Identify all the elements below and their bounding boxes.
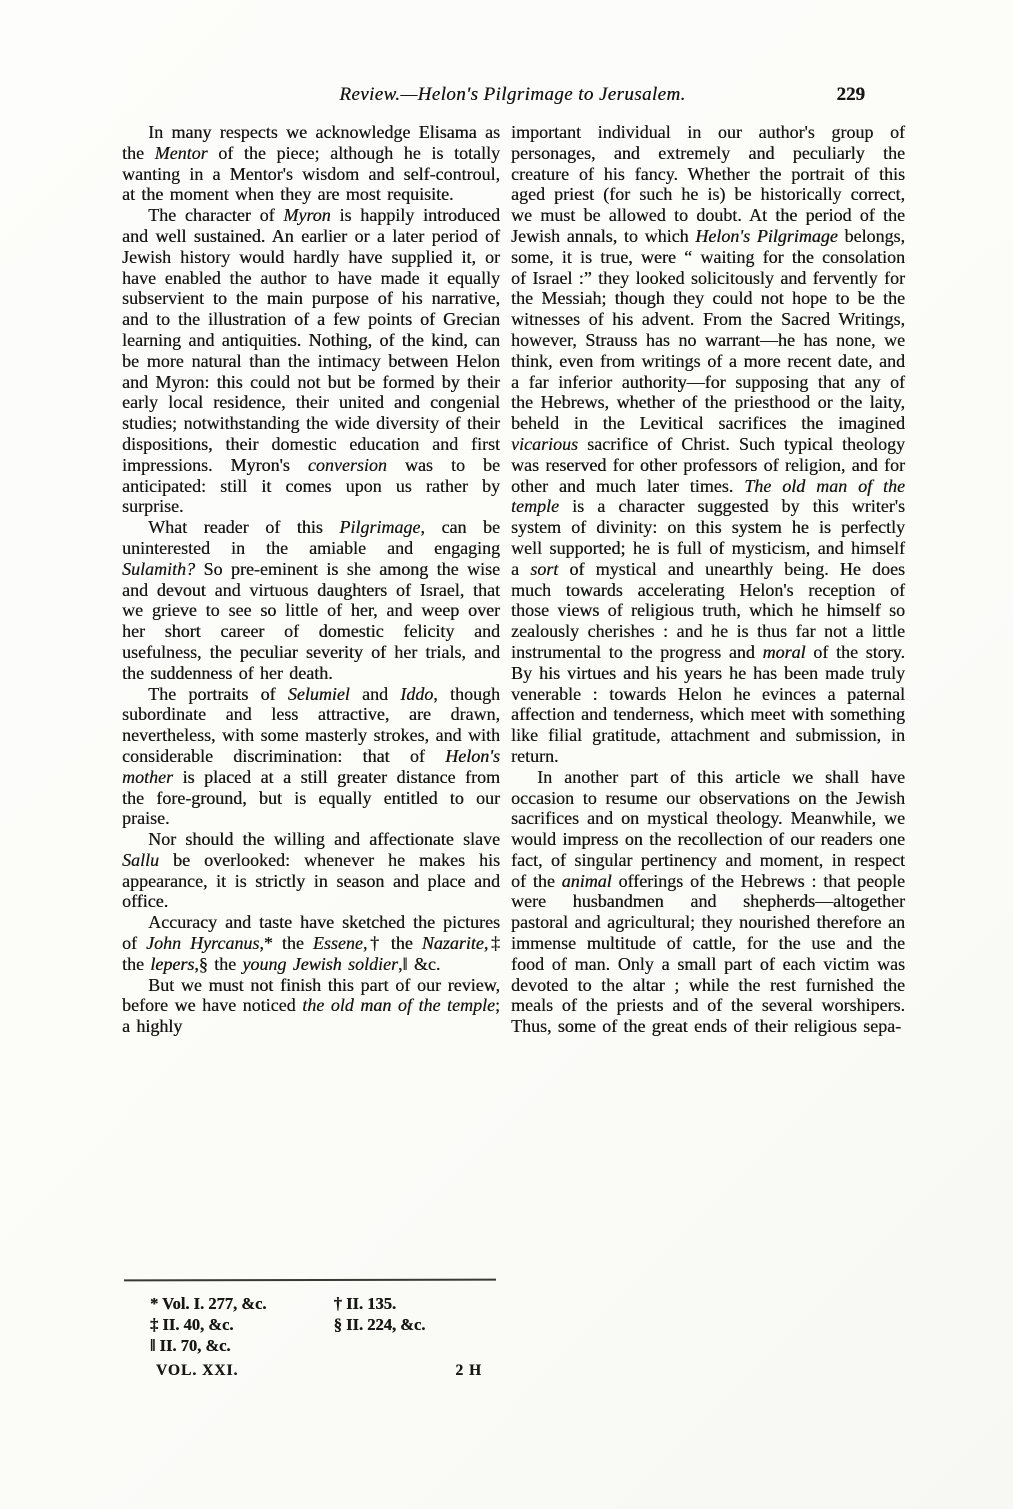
text-run: In many respects we acknowledge Elisama as the: [122, 122, 500, 163]
text-run: of mystical and unearthly being. He does much towards accelerating Helon's reception of those views of religious truth, which he himself so zealously cherishes : and he is thus far not a little instrumental to the progress and: [511, 558, 905, 662]
italic-text-run: Essene: [312, 933, 363, 954]
italic-text-run: lepers: [150, 953, 195, 974]
paragraph: [122, 829, 500, 912]
italic-text-run: vicarious: [511, 433, 578, 454]
text-run: important individual in our author's group of personages, and extremely and peculiarly the creature of his fancy. Whether the portrait of this aged priest (for such he is) be historically correct, we must be allowed to doubt. At the period of the Jewish annals, to which: [511, 122, 905, 246]
paragraph: [122, 517, 500, 683]
italic-text-run: Sulamith?: [122, 558, 196, 579]
italic-text-run: Myron: [283, 205, 331, 226]
italic-text-run: Selumiel: [287, 683, 350, 704]
footnote-entry: § II. 224, &c.: [333, 1315, 426, 1334]
italic-text-run: Helon's Pilgrimage: [695, 225, 838, 246]
footnote-entry: ‡ II. 40, &c.: [150, 1315, 234, 1334]
text-columns: [122, 122, 905, 1380]
italic-text-run: conversion: [307, 454, 387, 475]
text-run: What reader of this: [148, 517, 340, 538]
text-run: is placed at a still greater distance from the fore-ground, but is equally entitled to our praise.: [122, 766, 500, 829]
text-run: is a character suggested by this writer's system of divinity: on this system he is perfectly well supported; he is full of mysticism, and himself a: [511, 496, 905, 579]
text-run: sacrifice of Christ. Such typical theology was reserved for other professors of religion, and for other and much later times.: [511, 433, 905, 496]
italic-text-run: Pilgrimage: [339, 517, 421, 538]
text-run: was to be anticipated: still it comes upon us rather by surprise.: [122, 454, 500, 517]
paragraph: [122, 912, 500, 974]
footnote-row: [122, 1314, 500, 1335]
italic-text-run: young Jewish soldier: [242, 953, 398, 974]
paragraph: [122, 975, 500, 1037]
paragraph: [122, 205, 500, 517]
footnote-entry: [334, 1335, 500, 1356]
paragraph: [511, 767, 905, 1037]
left-column-text: [122, 122, 500, 1037]
page-number: 229: [836, 84, 865, 105]
footnote-rule: [124, 1279, 496, 1282]
text-run: ,§ the: [194, 953, 243, 974]
footnote-entry: † II. 135.: [333, 1294, 397, 1313]
paragraph: [122, 122, 500, 205]
italic-text-run: Helon's mother: [122, 745, 500, 787]
footnote-entry: * Vol. I. 277, &c.: [150, 1294, 267, 1313]
text-run: of the story. By his virtues and his years he has been made truly venerable : towards Helon he evinces a paternal affection and tenderness, which meet with something like filial gratitude, attachment and submission, in return.: [511, 641, 906, 766]
text-run: , though subordinate and less attractive, are drawn, nevertheless, with some masterly strokes, and with considerable discrimination: that of: [122, 683, 500, 766]
text-run: In another part of this article we shall have occasion to resume our observations on the Jewish sacrifices and on mystical theology. Meanwhile, we would impress on the recollection of our readers one fact, of singular pertinency and moment, in respect of the: [511, 766, 905, 891]
footnote-entry: ‖ II. 70, &c.: [150, 1336, 231, 1355]
italic-text-run: Mentor: [154, 142, 208, 163]
italic-text-run: The old man of the temple: [511, 475, 905, 517]
text-run: ,† the: [362, 933, 422, 954]
text-run: belongs, some, it is true, were “ waiting for the consolation of Israel :” they looked solicitously and fervently for the Messiah; though they could not hope to be the witnesses of his advent. From the Sacred Writings, however, Strauss has no warrant—he has none, we think, even from writings of a more recent date, and a far inferior authority—for supposing that any of the Hebrews, whether of the priesthood or the laity, beheld in the Levitical sacrifices the imagined: [511, 225, 905, 434]
text-run: be overlooked: whenever he makes his appearance, it is strictly in season and place and office.: [122, 849, 500, 912]
text-run: ; a highly: [122, 995, 500, 1037]
italic-text-run: animal: [561, 870, 612, 891]
right-column: [511, 122, 905, 1380]
text-run: of the piece; although he is totally wanting in a Mentor's wisdom and self-controul, at the moment when they are most requisite.: [122, 142, 500, 205]
italic-text-run: John Hyrcanus: [146, 933, 260, 954]
volume-signature-row: [122, 1362, 500, 1380]
paragraph: [511, 122, 905, 767]
text-run: But we must not finish this part of our review, before we have noticed: [122, 974, 500, 1016]
running-header: [122, 84, 903, 112]
italic-text-run: moral: [762, 641, 806, 662]
text-run: is happily introduced and well sustained. An earlier or a later period of Jewish history would hardly have supplied it, or have enabled the author to have made it equally subservient to the main purpose of his narrative, and to the illustration of a few points of Grecian learning and antiquities. Nothing, of the kind, can be more natural than the intimacy between Helon and Myron: this could not but be formed by their early local residence, their united and congenial studies; notwithstanding the wide diversity of their dispositions, their domestic education and first impressions. Myron's: [122, 205, 500, 475]
italic-text-run: Iddo: [400, 683, 434, 704]
text-run: , can be uninterested in the amiable and engaging: [122, 517, 500, 558]
text-run: ,* the: [259, 933, 313, 954]
volume-label: VOL. XXI.: [156, 1362, 239, 1379]
italic-text-run: Nazarite: [421, 933, 484, 954]
text-run: ,‖ &c.: [397, 953, 441, 974]
running-header-title: Review.—Helon's Pilgrimage to Jerusalem.: [339, 84, 686, 105]
text-run: The character of: [148, 205, 284, 226]
text-run: Nor should the willing and affectionate slave: [148, 829, 500, 850]
text-run: ,‡ the: [122, 933, 501, 974]
footnote-row: [122, 1293, 500, 1314]
footnote-block: [122, 1279, 500, 1380]
italic-text-run: Sallu: [122, 849, 160, 870]
text-run: offerings of the Hebrews : that people were husbandmen and shepherds—altogether pastoral and agricultural; they nourished therefore an immense multitude of cattle, for the use and the food of man. Only a small part of each victim was devoted to the altar ; while the rest furnished the meals of the priests and of the several worshipers. Thus, some of the great ends of their religious sepa-: [511, 870, 905, 1037]
footnote-row: [122, 1335, 500, 1356]
text-run: The portraits of: [148, 683, 288, 704]
text-run: Accuracy and taste have sketched the pictures of: [122, 912, 500, 954]
italic-text-run: the old man of the temple: [302, 995, 495, 1016]
paragraph: [122, 684, 500, 830]
text-run: So pre-eminent is she among the wise and devout and virtuous daughters of Israel, that we grieve to see so little of her, and weep over her short career of domestic felicity and usefulness, the peculiar severity of her trials, and the suddenness of her death.: [122, 558, 500, 683]
italic-text-run: sort: [530, 558, 559, 579]
text-run: and: [349, 683, 401, 704]
left-column: [122, 122, 500, 1380]
printer-signature: 2 H: [455, 1362, 482, 1379]
right-column-text: [511, 122, 905, 1037]
